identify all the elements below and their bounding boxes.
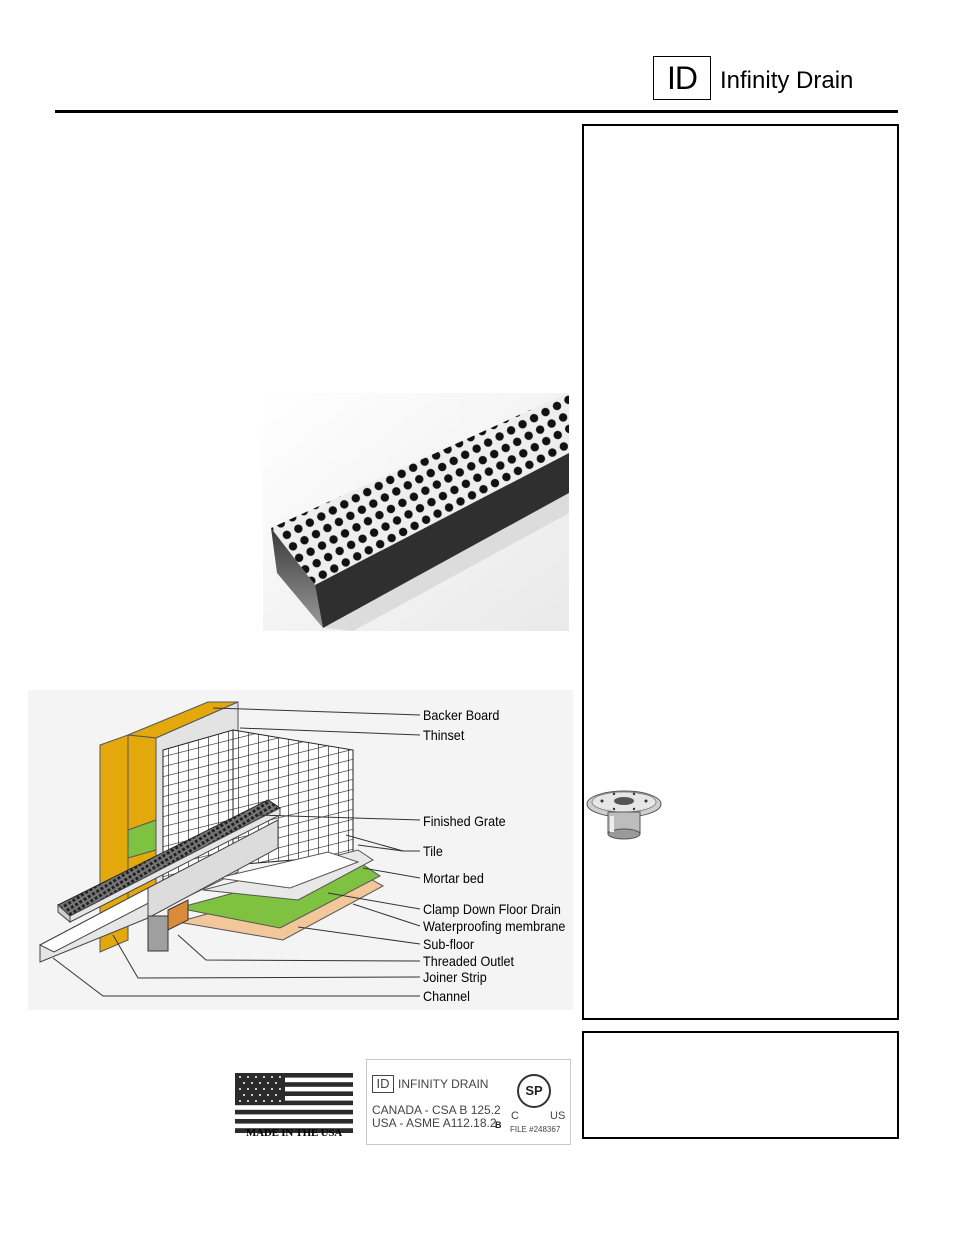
cert-brand: INFINITY DRAIN	[398, 1077, 489, 1091]
header-rule	[55, 110, 898, 113]
callout-finished-grate: Finished Grate	[423, 813, 506, 829]
cert-logo-mark: ID	[372, 1075, 394, 1093]
cert-canada-line: CANADA - CSA B 125.2	[372, 1103, 501, 1117]
clamp-down-drain-image	[584, 784, 664, 848]
callout-mortar-bed: Mortar bed	[423, 870, 484, 886]
made-in-usa-label: MADE IN THE USA	[245, 1127, 343, 1139]
certification-badge	[366, 1059, 571, 1145]
callout-backer-board: Backer Board	[423, 707, 500, 723]
callout-tile: Tile	[423, 843, 443, 859]
callout-thinset: Thinset	[423, 727, 465, 743]
logo-mark: ID	[667, 60, 697, 96]
callout-threaded-outlet: Threaded Outlet	[423, 953, 515, 969]
perforated-grate-image	[263, 393, 569, 631]
callout-channel: Channel	[423, 988, 470, 1004]
cert-file-number: FILE #248367	[510, 1125, 561, 1134]
cert-c-label: C	[511, 1110, 519, 1122]
notes-panel	[582, 1031, 899, 1139]
cert-us-label: US	[550, 1110, 566, 1122]
callout-waterproofing-membrane: Waterproofing membrane	[423, 918, 566, 934]
callout-joiner-strip: Joiner Strip	[423, 969, 487, 985]
cert-mark-b: B	[495, 1120, 502, 1130]
csa-mark-icon: SP	[517, 1074, 551, 1108]
callout-clamp-down-floor-drain: Clamp Down Floor Drain	[423, 901, 561, 917]
callout-sub-floor: Sub-floor	[423, 936, 475, 952]
cert-usa-line: USA - ASME A112.18.2	[372, 1116, 497, 1130]
spec-sidebar-panel	[582, 124, 899, 1020]
brand-name: Infinity Drain	[720, 67, 854, 94]
